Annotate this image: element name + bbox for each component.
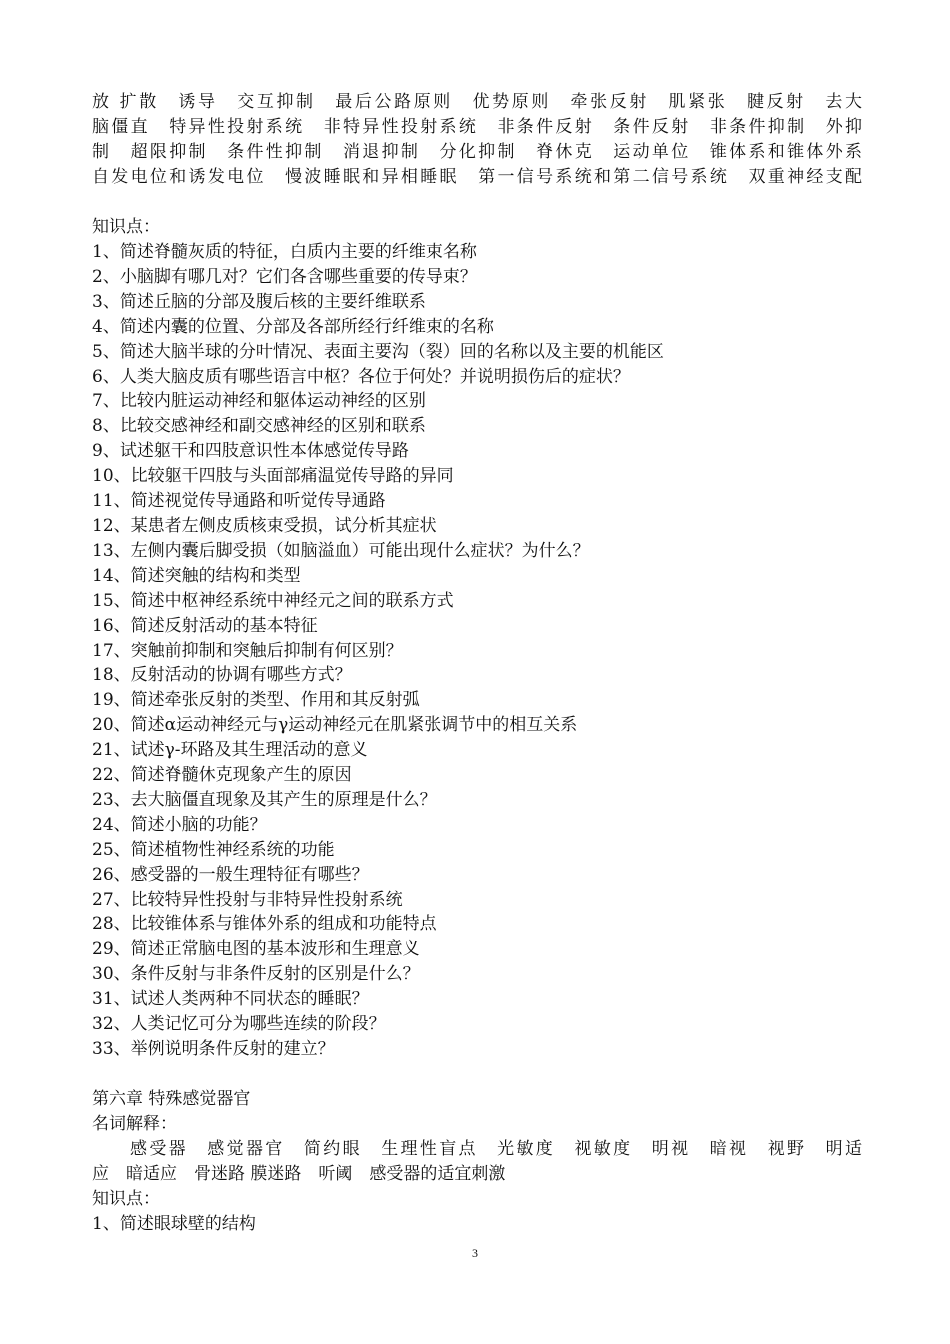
knowledge-point: 15、简述中枢神经系统中神经元之间的联系方式 [92, 590, 454, 611]
knowledge-point: 12、某患者左侧皮质核束受损，试分析其症状 [92, 515, 437, 536]
page-number: 3 [472, 1246, 478, 1260]
knowledge-point: 1、简述眼球壁的结构 [92, 1213, 256, 1234]
terms-line: 脑僵直 特异性投射系统 非特异性投射系统 非条件反射 条件反射 非条件抑制 外抑 [92, 117, 862, 137]
knowledge-point: 32、人类记忆可分为哪些连续的阶段？ [92, 1014, 386, 1035]
knowledge-point: 30、条件反射与非条件反射的区别是什么？ [92, 964, 420, 985]
knowledge-point: 20、简述α运动神经元与γ运动神经元在肌紧张调节中的相互关系 [92, 715, 578, 736]
chapter-knowledge-points-list [92, 1212, 862, 1237]
terms-line: 自发电位和诱发电位 慢波睡眠和异相睡眠 第一信号系统和第二信号系统 双重神经支配 [92, 167, 862, 187]
knowledge-point: 28、比较锥体系与锥体外系的组成和功能特点 [92, 914, 437, 935]
knowledge-point: 24、简述小脑的功能？ [92, 814, 267, 835]
spacer [92, 1062, 862, 1087]
knowledge-point: 11、简述视觉传导通路和听觉传导通路 [92, 491, 386, 512]
terms-line: 感受器 感觉器官 简约眼 生理性盲点 光敏度 视敏度 明视 暗视 视野 明适 [130, 1138, 862, 1159]
knowledge-point: 25、简述植物性神经系统的功能 [92, 839, 335, 860]
knowledge-point: 3、简述丘脑的分部及腹后核的主要纤维联系 [92, 291, 426, 312]
knowledge-point: 10、比较躯干四肢与头面部痛温觉传导路的异同 [92, 466, 454, 487]
knowledge-point: 5、简述大脑半球的分叶情况、表面主要沟（裂）回的名称以及主要的机能区 [92, 341, 664, 362]
knowledge-point: 4、简述内囊的位置、分部及各部所经行纤维束的名称 [92, 316, 494, 337]
knowledge-point: 29、简述正常脑电图的基本波形和生理意义 [92, 939, 420, 960]
terms-line: 制 超限抑制 条件性抑制 消退抑制 分化抑制 脊休克 运动单位 锥体系和锥体外系 [92, 142, 862, 162]
terms-line: 放 扩散 诱导 交互抑制 最后公路原则 优势原则 牵张反射 肌紧张 腱反射 去大 [92, 92, 862, 112]
document-page [92, 90, 862, 1237]
terms-paragraph [92, 90, 862, 190]
knowledge-point: 22、简述脊髓休克现象产生的原因 [92, 765, 352, 786]
knowledge-point: 1、简述脊髓灰质的特征，白质内主要的纤维束名称 [92, 242, 477, 262]
knowledge-points-list [92, 240, 862, 1062]
knowledge-point: 27、比较特异性投射与非特异性投射系统 [92, 889, 403, 910]
knowledge-point: 17、突触前抑制和突触后抑制有何区别？ [92, 640, 403, 661]
spacer [92, 190, 862, 215]
chapter-terms-paragraph [92, 1137, 862, 1162]
knowledge-point: 8、比较交感神经和副交感神经的区别和联系 [92, 416, 426, 437]
knowledge-point: 13、左侧内囊后脚受损（如脑溢血）可能出现什么症状？为什么？ [92, 540, 590, 561]
knowledge-point: 14、简述突触的结构和类型 [92, 565, 301, 586]
knowledge-heading: 知识点： [92, 1188, 160, 1209]
knowledge-point: 21、试述γ-环路及其生理活动的意义 [92, 740, 368, 761]
terms-heading: 名词解释： [92, 1113, 177, 1134]
knowledge-point: 33、举例说明条件反射的建立？ [92, 1039, 335, 1059]
knowledge-point: 18、反射活动的协调有哪些方式？ [92, 665, 352, 686]
chapter-terms-paragraph-cont [92, 1162, 862, 1187]
knowledge-point: 26、感受器的一般生理特征有哪些？ [92, 864, 369, 885]
knowledge-point: 9、试述躯干和四肢意识性本体感觉传导路 [92, 441, 409, 462]
knowledge-point: 19、简述牵张反射的类型、作用和其反射弧 [92, 690, 420, 711]
knowledge-point: 31、试述人类两种不同状态的睡眠？ [92, 989, 369, 1010]
knowledge-point: 2、小脑脚有哪几对？它们各含哪些重要的传导束？ [92, 266, 477, 287]
chapter-title: 第六章 特殊感觉器官 [92, 1088, 251, 1109]
knowledge-point: 7、比较内脏运动神经和躯体运动神经的区别 [92, 391, 426, 412]
knowledge-point: 16、简述反射活动的基本特征 [92, 615, 318, 636]
knowledge-point: 6、人类大脑皮质有哪些语言中枢？各位于何处？并说明损伤后的症状？ [92, 366, 630, 387]
knowledge-heading: 知识点： [92, 217, 160, 237]
knowledge-point: 23、去大脑僵直现象及其产生的原理是什么？ [92, 789, 437, 810]
terms-line: 应 暗适应 骨迷路 膜迷路 听阈 感受器的适宜刺激 [92, 1163, 506, 1184]
